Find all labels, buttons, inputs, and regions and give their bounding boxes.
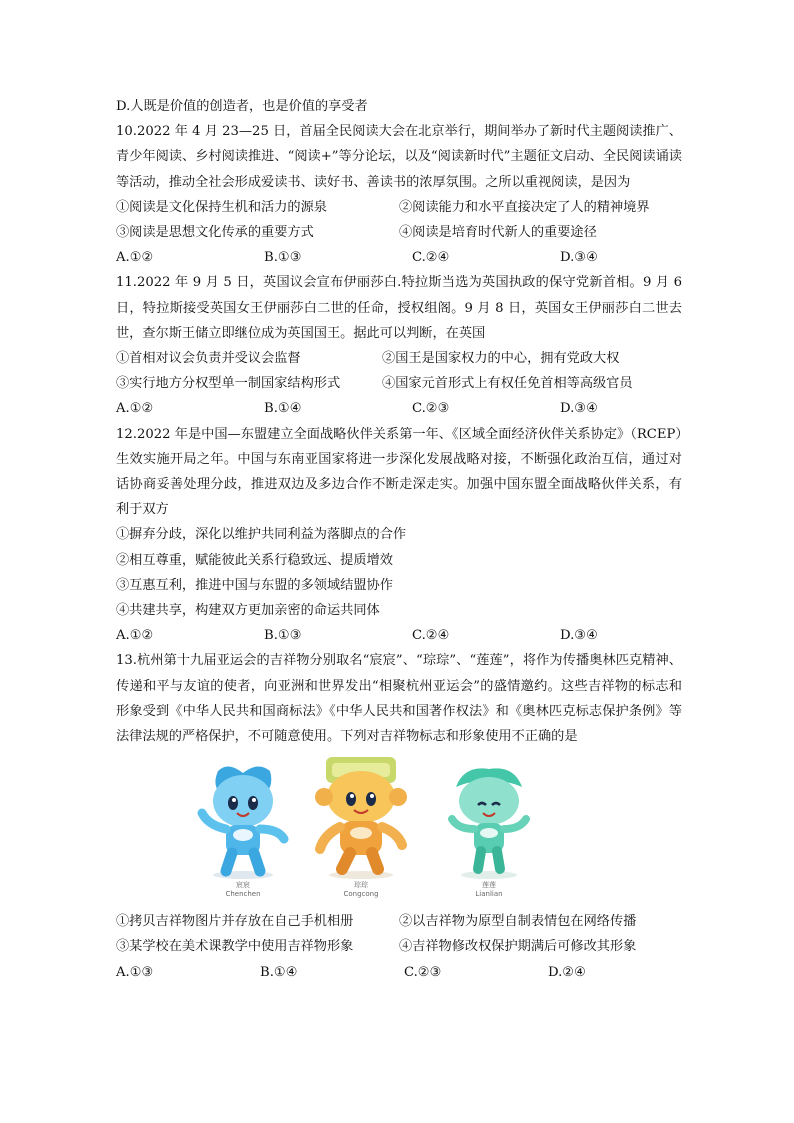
q9-option-d: D.人既是价值的创造者，也是价值的享受者 [116,99,368,114]
mascot-lianlian [434,765,544,881]
q11-statement-4: ④国家元首形式上有权任免首相等高级官员 [382,376,633,392]
q13-statement-2: ②以吉祥物为原型自制表情包在网络传播 [399,914,637,930]
q12-stem: 12.2022 年是中国—东盟建立全面战略伙伴关系第一年、《区域全面经济伙伴关系协定》（RCEP）生效实施开局之年。中国与东南亚国家将进一步深化发展战略对接，不断强化政治互信，通过对话协商妥善处理分歧，推进双边及多边合作不断走深走实。加强中国东盟全面战略伙伴关系，有利于双方 [116,426,682,518]
q13-answer-a: A.①③ [116,964,154,980]
q11-answer-a: A.①② [116,401,154,417]
q10-answer-a: A.①② [116,250,154,266]
q10-statement-2: ②阅读能力和水平直接决定了人的精神境界 [399,199,650,215]
q11-statements-row2 [116,371,682,396]
mascot-lianlian-figure [434,765,544,881]
mascot-congcong-name-en: Congcong [343,890,379,899]
q11-statements-row1 [116,346,682,371]
q12-statement-4: ④共建共享，构建双方更加亲密的命运共同体 [116,603,380,619]
q13-statement-4: ④吉祥物修改权保护期满后可修改其形象 [399,939,637,955]
q13-answer-c: C.②③ [404,964,442,980]
q13-answer-b: B.①④ [260,964,298,980]
q11-answer-c: C.②③ [412,401,450,417]
q10-statements-row1 [116,195,682,220]
q10-statement-1: ①阅读是文化保持生机和活力的源泉 [116,199,327,215]
mascot-congcong-name-cn: 琮琮 [354,881,368,890]
mascot-chenchen-caption [213,881,273,899]
q11-statement-1: ①首相对议会负责并受议会监督 [116,351,301,367]
mascot-chenchen-figure [188,763,298,881]
q10-answer-d: D.③④ [560,250,598,266]
q11-answers [116,396,682,421]
mascot-image [116,753,682,907]
mascot-congcong-figure [302,753,420,881]
q13-statement-1: ①拷贝吉祥物图片并存放在自己手机相册 [116,914,354,930]
q13-statement-3: ③某学校在美术课教学中使用吉祥物形象 [116,939,354,955]
mascot-lianlian-caption [459,881,519,899]
q12-answers [116,623,682,648]
q12-answer-b: B.①③ [264,628,302,644]
q10-answer-b: B.①③ [264,250,302,266]
mascot-chenchen-name-en: Chenchen [225,890,261,899]
q12-statement-3: ③互惠互利，推进中国与东盟的多领域结盟协作 [116,577,393,593]
q13-statements-row1 [116,909,682,934]
q11-answer-b: B.①④ [264,401,302,417]
q10-answers [116,245,682,270]
mascot-lianlian-name-cn: 莲莲 [482,881,496,890]
q10-statements-row2 [116,220,682,245]
mascot-congcong-caption [331,881,391,899]
mascot-congcong [302,753,420,881]
mascot-lianlian-name-en: Lianlian [475,890,503,899]
q10-answer-c: C.②④ [412,250,450,266]
exam-page [116,94,682,985]
q13-stem: 13.杭州第十九届亚运会的吉祥物分别取名“宸宸”、“琮琮”、“莲莲”，将作为传播奥林匹克精神、传递和平与友谊的使者，向亚洲和世界发出“相聚杭州亚运会”的盛情邀约。这些吉祥物的标志和形象受到《中华人民共和国商标法》《中华人民共和国著作权法》和《奥林匹克标志保护条例》等法律法规的严格保护，不可随意使用。下列对吉祥物标志和形象使用不正确的是 [116,653,682,745]
q13-statements-row2 [116,934,682,959]
q11-stem: 11.2022 年 9 月 5 日，英国议会宣布伊丽莎白.特拉斯当选为英国执政的保守党新首相。9 月 6 日，特拉斯接受英国女王伊丽莎白二世的任命，授权组阁。9 月 8 日，英国女王伊丽莎白二世去世，查尔斯王储立即继位成为英国国王。据此可以判断，在英国 [116,275,682,341]
q13-answers [116,960,682,985]
mascot-chenchen-name-cn: 宸宸 [236,881,250,890]
q10-stem: 10.2022 年 4 月 23—25 日，首届全民阅读大会在北京举行，期间举办了新时代主题阅读推广、青少年阅读、乡村阅读推进、“阅读+”等分论坛，以及“阅读新时代”主题征文启动、全民阅读诵读等活动，推动全社会形成爱读书、读好书、善读书的浓厚氛围。之所以重视阅读，是因为 [116,124,682,190]
q10-statement-3: ③阅读是思想文化传承的重要方式 [116,225,314,241]
q13-answer-d: D.②④ [548,964,586,980]
q12-statement-2: ②相互尊重，赋能彼此关系行稳致远、提质增效 [116,552,393,568]
q12-statement-1: ①摒弃分歧，深化以维护共同利益为落脚点的合作 [116,527,407,543]
q11-answer-d: D.③④ [560,401,598,417]
q12-answer-c: C.②④ [412,628,450,644]
q12-answer-a: A.①② [116,628,154,644]
q10-statement-4: ④阅读是培育时代新人的重要途径 [399,225,597,241]
q12-answer-d: D.③④ [560,628,598,644]
mascot-chenchen [188,763,298,881]
q11-statement-3: ③实行地方分权型单一制国家结构形式 [116,376,341,392]
q11-statement-2: ②国王是国家权力的中心，拥有党政大权 [382,351,620,367]
